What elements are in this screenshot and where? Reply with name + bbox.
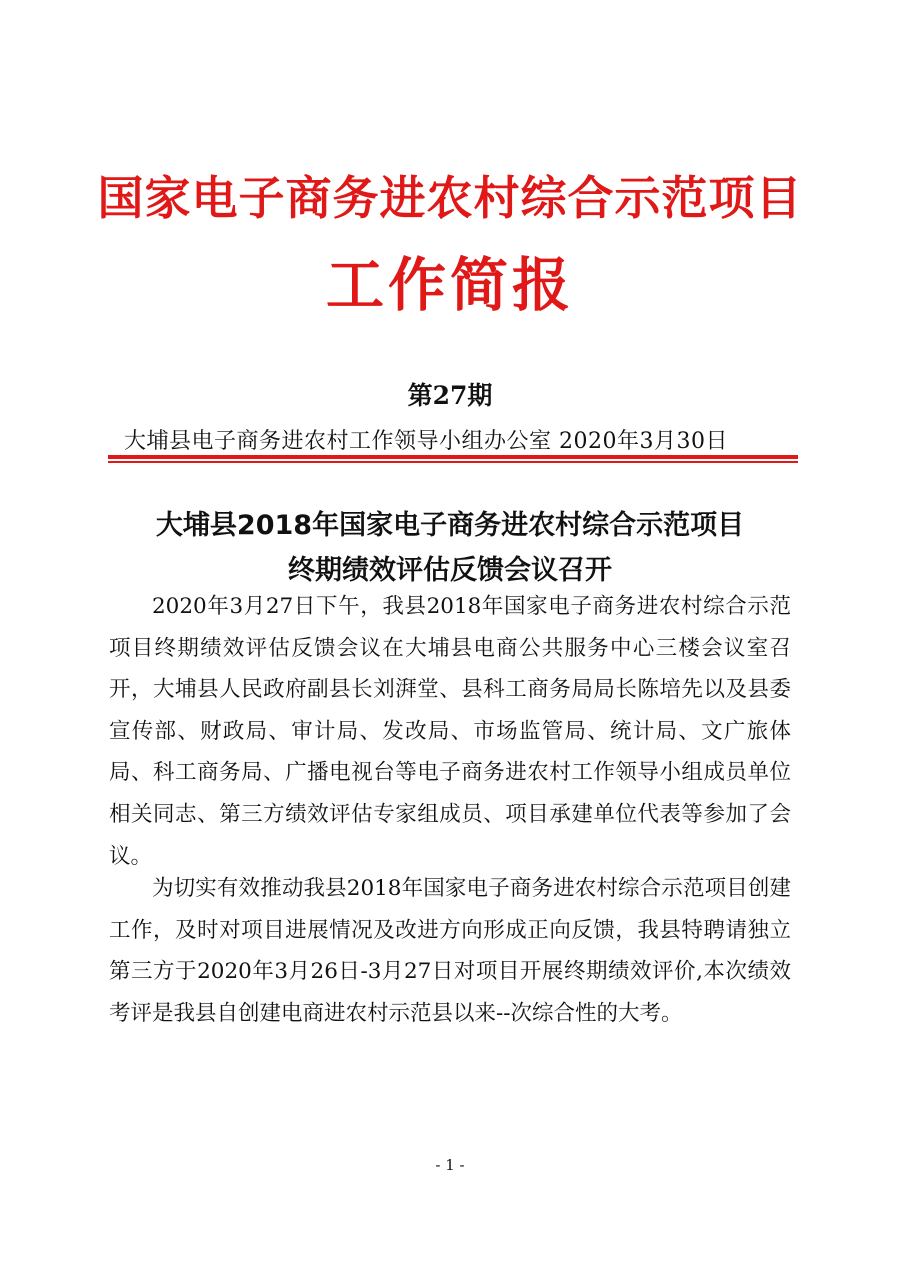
body-paragraph-1: 2020年3月27日下午，我县2018年国家电子商务进农村综合示范项目终期绩效评估反馈会议在大埔县电商公共服务中心三楼会议室召开，大埔县人民政府副县长刘湃堂、县科工商务局局长陈培先以及县委宣传部、财政局、审计局、发改局、市场监管局、统计局、文广旅体局、科工商务局、广播电视台等电子商务进农村工作领导小组成员单位相关同志、第三方绩效评估专家组成员、项目承建单位代表等参加了会议。 bbox=[109, 594, 791, 869]
issuer-and-date: 大埔县电子商务进农村工作领导小组办公室 2020年3月30日 bbox=[124, 429, 728, 454]
red-divider-thick bbox=[108, 455, 798, 459]
issue-number: 第27期 bbox=[407, 381, 493, 410]
body-paragraph-2: 为切实有效推动我县2018年国家电子商务进农村综合示范项目创建工作，及时对项目进展情况及改进方向形成正向反馈，我县特聘请独立第三方于2020年3月26日-3月27日对项目开展终期绩效评价,本次绩效考评是我县自创建电商进农村示范县以来--次综合性的大考。 bbox=[109, 876, 791, 1026]
masthead-title: 国家电子商务进农村综合示范项目 bbox=[97, 171, 803, 225]
masthead-subtitle: 工作简报 bbox=[325, 251, 574, 319]
article-title-line-1: 大埔县2018年国家电子商务进农村综合示范项目 bbox=[155, 510, 745, 541]
article-title-line-2: 终期绩效评估反馈会议召开 bbox=[288, 555, 612, 586]
page-number: - 1 - bbox=[435, 1156, 465, 1174]
red-divider-thin bbox=[108, 461, 798, 463]
